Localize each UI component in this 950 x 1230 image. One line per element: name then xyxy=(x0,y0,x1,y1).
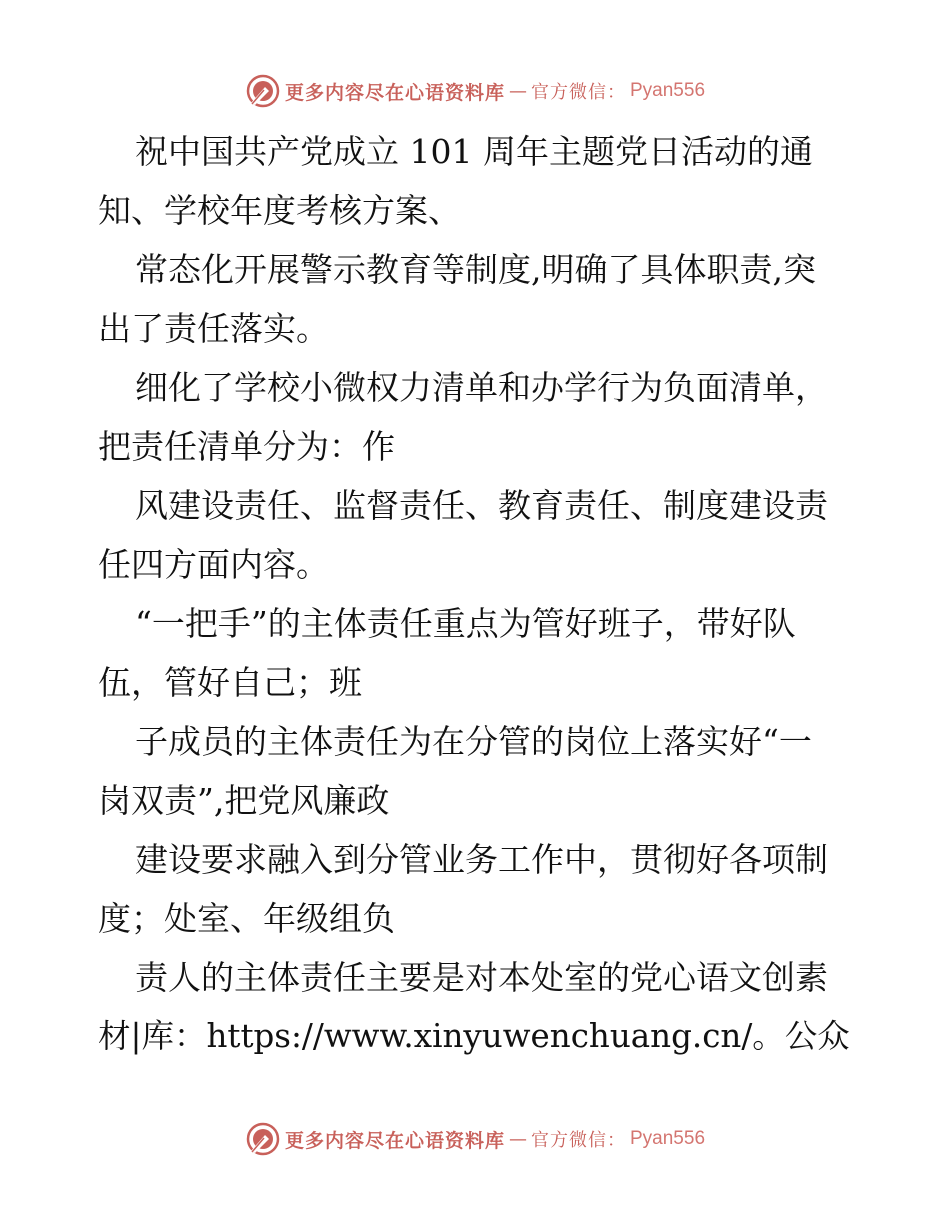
footer-banner xyxy=(0,1119,950,1159)
text-line: 伍，管好自己；班 xyxy=(98,663,362,702)
text-line: 知、学校年度考核方案、 xyxy=(98,191,461,230)
text-line: 建设要求融入到分管业务工作中，贯彻好各项制 xyxy=(135,840,828,879)
text-line: “一把手”的主体责任重点为管好班子，带好队 xyxy=(135,604,796,643)
pen-logo-icon xyxy=(245,1121,281,1157)
text-line: 把责任清单分为：作 xyxy=(98,427,395,466)
text-line: 度；处室、年级组负 xyxy=(98,899,395,938)
banner-wechat-id: Pyan556 xyxy=(630,80,706,101)
banner-wechat-label: 官方微信： xyxy=(531,82,626,103)
document-body xyxy=(98,122,858,1066)
text-line: 风建设责任、监督责任、教育责任、制度建设责 xyxy=(135,486,828,525)
header-banner xyxy=(0,71,950,111)
banner-separator: — xyxy=(509,80,527,102)
text-line: 出了责任落实。 xyxy=(98,309,329,348)
text-line: 子成员的主体责任为在分管的岗位上落实好“一 xyxy=(135,722,812,761)
text-line: 材|库：https://www.xinyuwenchuang.cn/。公众 xyxy=(98,1017,850,1055)
text-line: 责人的主体责任主要是对本处室的党心语文创素 xyxy=(135,958,828,997)
text-line: 常态化开展警示教育等制度,明确了具体职责,突 xyxy=(135,250,816,289)
banner-slogan: 更多内容尽在心语资料库 xyxy=(284,81,505,104)
text-line: 任四方面内容。 xyxy=(98,545,329,584)
banner-slogan: 更多内容尽在心语资料库 xyxy=(284,1129,505,1152)
text-line: 岗双责”,把党风廉政 xyxy=(98,781,390,820)
pen-logo-icon xyxy=(245,73,281,109)
banner-separator: — xyxy=(509,1128,527,1150)
banner-wechat-id: Pyan556 xyxy=(630,1128,706,1149)
text-line: 细化了学校小微权力清单和办学行为负面清单， xyxy=(135,368,828,407)
text-line: 祝中国共产党成立 101 周年主题党日活动的通 xyxy=(135,132,813,171)
banner-wechat-label: 官方微信： xyxy=(531,1130,626,1151)
